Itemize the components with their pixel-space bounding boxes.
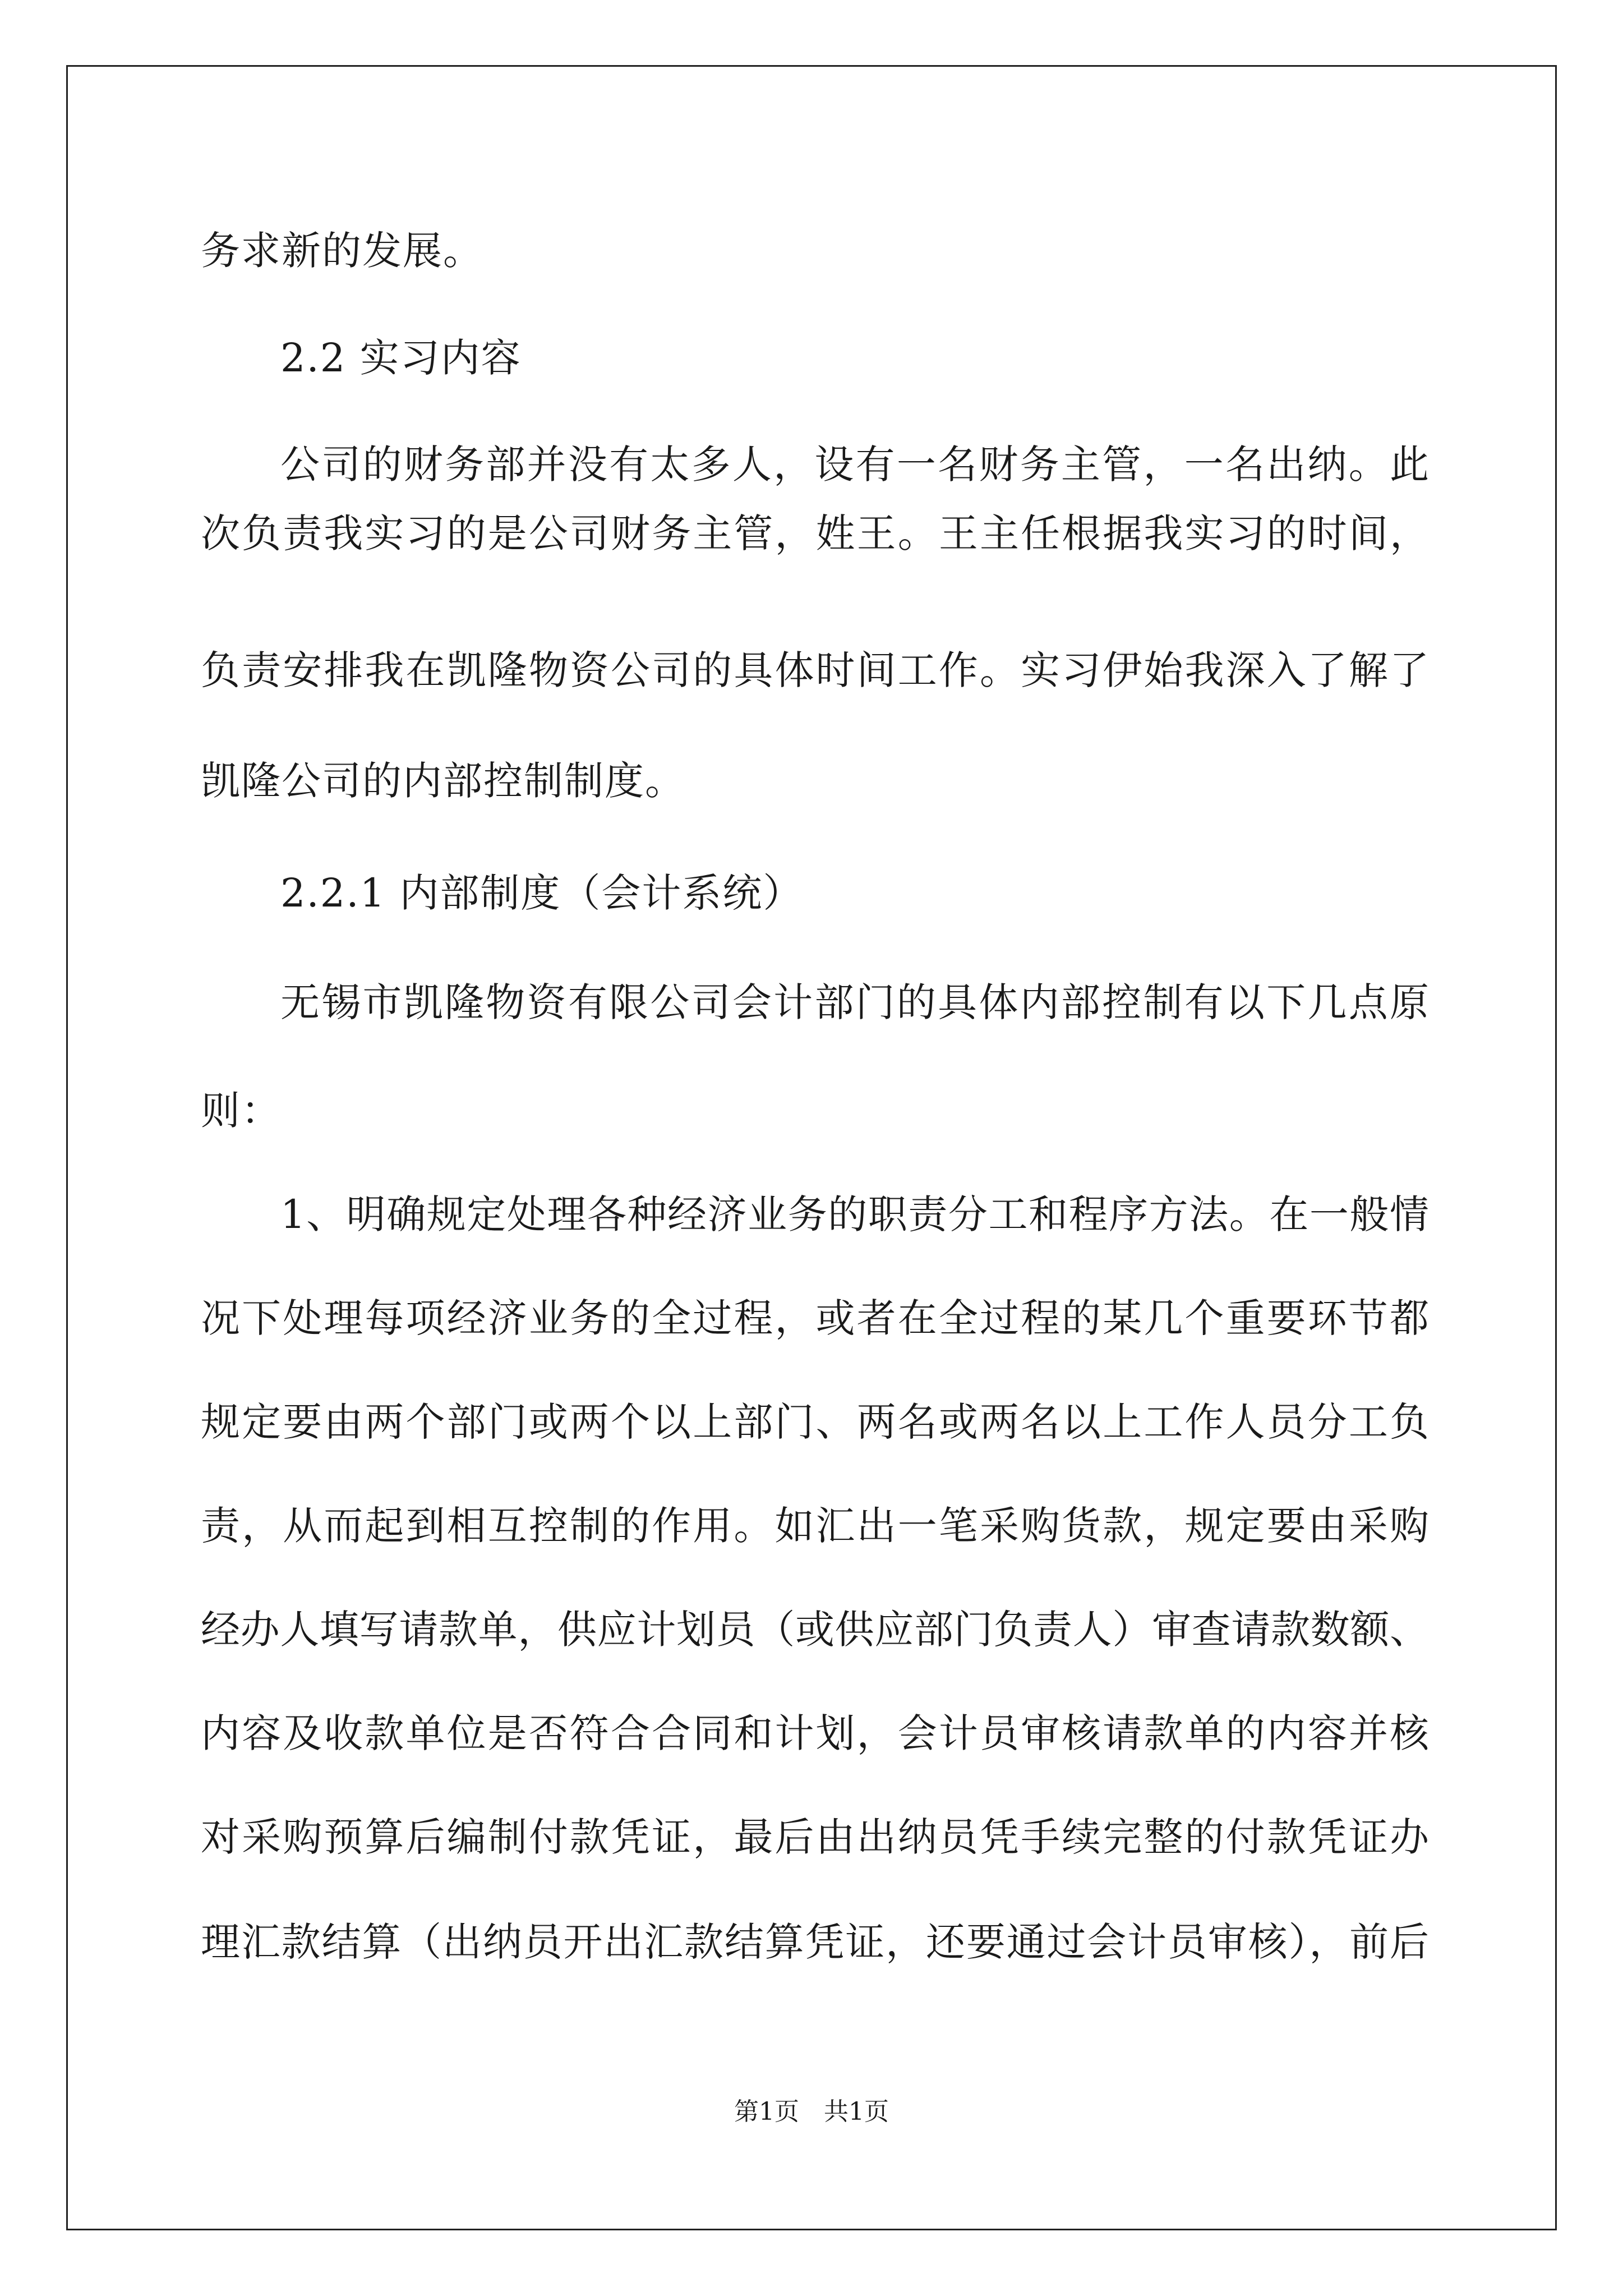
paragraph-line: 经办人填写请款单，供应计划员（或供应部门负责人）审查请款数额、 bbox=[201, 1607, 1429, 1653]
paragraph-line: 次负责我实习的是公司财务主管，姓王。王主任根据我实习的时间， bbox=[201, 510, 1429, 556]
page-total: 共1页 bbox=[824, 2097, 889, 2126]
section-heading: 2.2 实习内容 bbox=[280, 335, 522, 381]
paragraph-line: 负责安排我在凯隆物资公司的具体时间工作。实习伊始我深入了解了 bbox=[201, 647, 1429, 693]
paragraph-line: 则： bbox=[201, 1088, 282, 1134]
paragraph-line: 内容及收款单位是否符合合同和计划，会计员审核请款单的内容并核 bbox=[201, 1710, 1429, 1756]
paragraph-line: 责，从而起到相互控制的作用。如汇出一笔采购货款，规定要由采购 bbox=[201, 1503, 1429, 1549]
paragraph-line: 公司的财务部并没有太多人，设有一名财务主管，一名出纳。此 bbox=[280, 441, 1429, 487]
paragraph-line: 无锡市凯隆物资有限公司会计部门的具体内部控制有以下几点原 bbox=[280, 979, 1429, 1025]
paragraph-line: 1、明确规定处理各种经济业务的职责分工和程序方法。在一般情 bbox=[280, 1191, 1429, 1237]
page-footer bbox=[0, 2091, 1623, 2127]
page-number: 第1页 bbox=[734, 2097, 799, 2126]
paragraph-line: 况下处理每项经济业务的全过程，或者在全过程的某几个重要环节都 bbox=[201, 1295, 1429, 1341]
paragraph-line: 对采购预算后编制付款凭证，最后由出纳员凭手续完整的付款凭证办 bbox=[201, 1814, 1429, 1860]
paragraph-line: 务求新的发展。 bbox=[201, 228, 483, 274]
paragraph-line: 规定要由两个部门或两个以上部门、两名或两名以上工作人员分工负 bbox=[201, 1399, 1429, 1445]
page-border bbox=[66, 65, 1557, 2230]
paragraph-line: 凯隆公司的内部控制制度。 bbox=[201, 758, 685, 804]
paragraph-line: 理汇款结算（出纳员开出汇款结算凭证，还要通过会计员审核），前后 bbox=[201, 1919, 1429, 1965]
subsection-heading: 2.2.1 内部制度（会计系统） bbox=[280, 870, 804, 916]
